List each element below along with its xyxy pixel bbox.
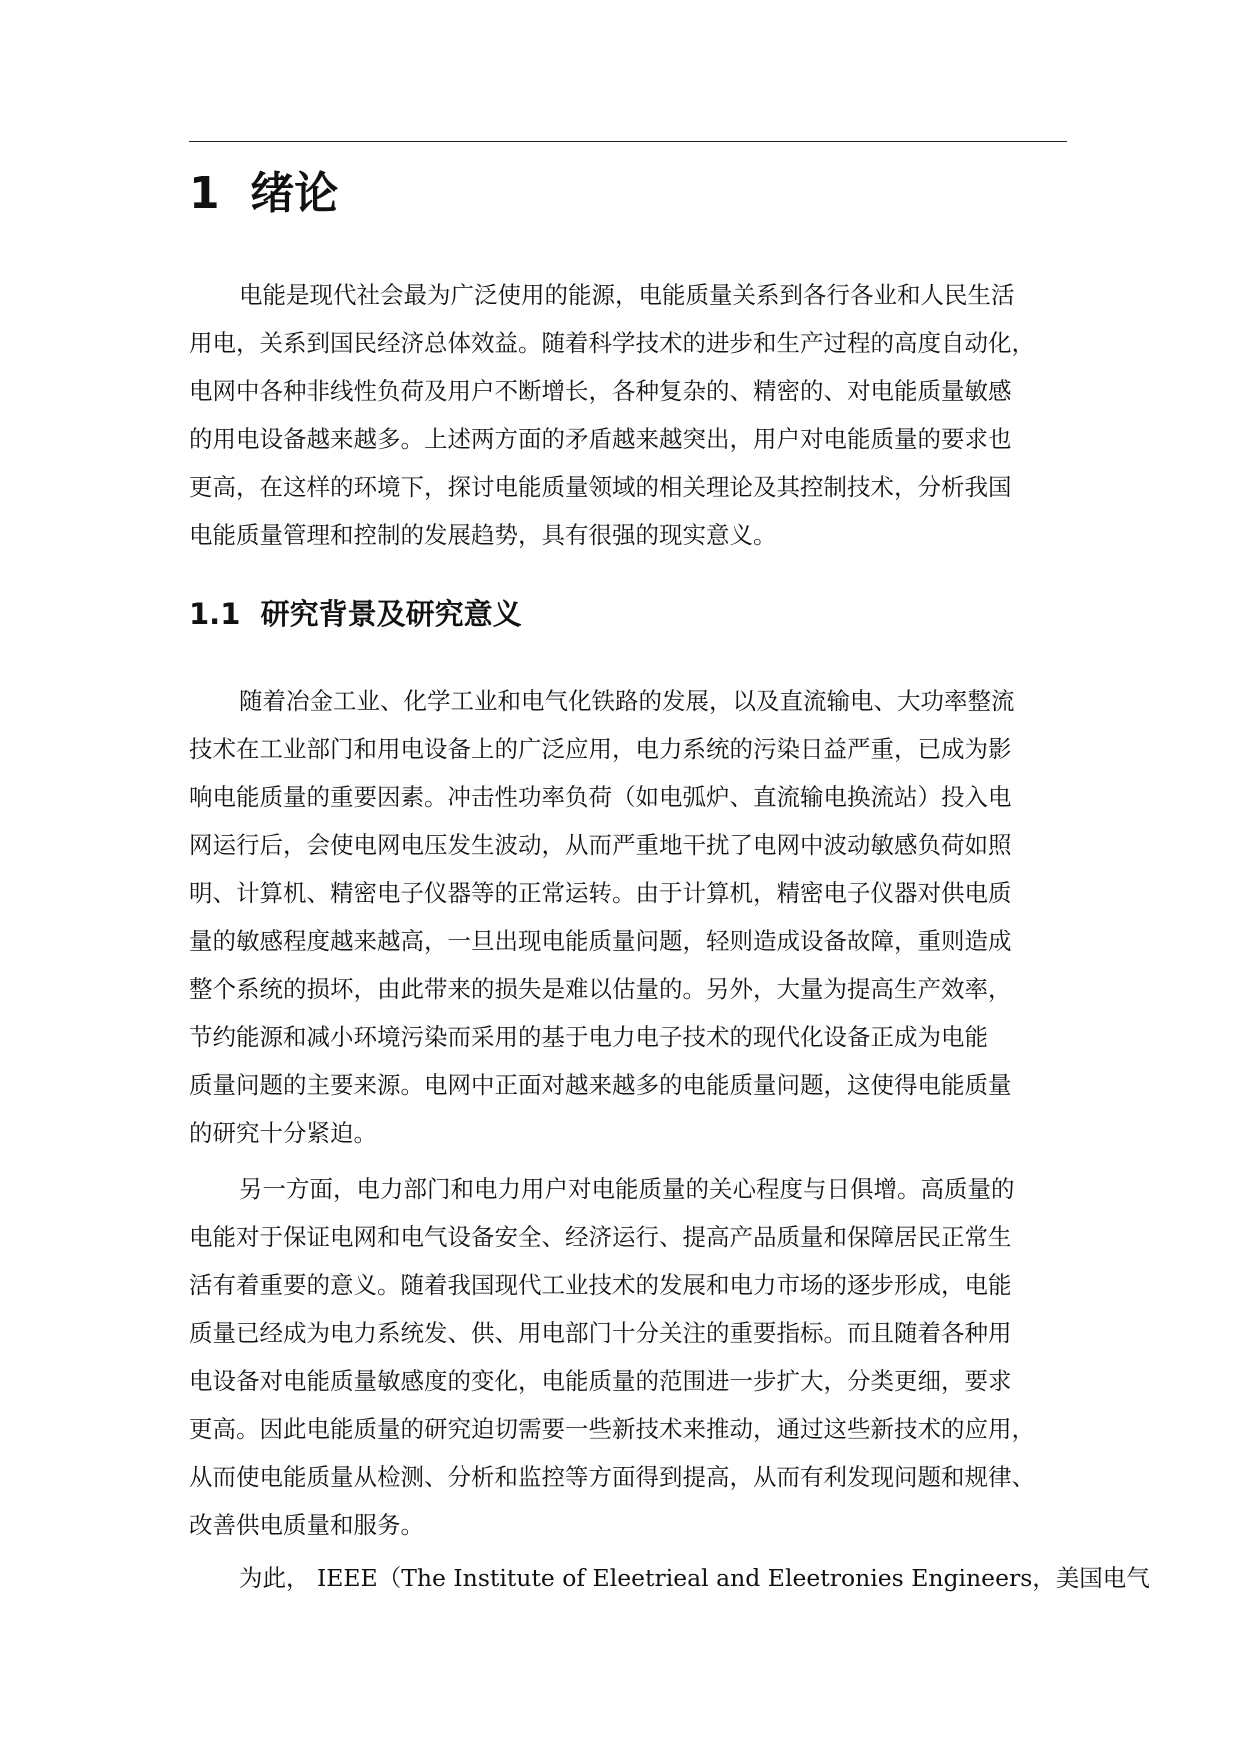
paragraph-line: 用电，关系到国民经济总体效益。随着科学技术的进步和生产过程的高度自动化， bbox=[189, 329, 1035, 357]
paragraph-line: 从而使电能质量从检测、分析和监控等方面得到提高，从而有利发现问题和规律、 bbox=[189, 1463, 1035, 1491]
paragraph-line: 网运行后，会使电网电压发生波动，从而严重地干扰了电网中波动敏感负荷如照 bbox=[189, 831, 1012, 859]
paragraph-line: 的用电设备越来越多。上述两方面的矛盾越来越突出，用户对电能质量的要求也 bbox=[189, 425, 1012, 453]
paragraph-line: 节约能源和减小环境污染而采用的基于电力电子技术的现代化设备正成为电能 bbox=[189, 1023, 988, 1051]
paragraph-line: 响电能质量的重要因素。冲击性功率负荷（如电弧炉、直流输电换流站）投入电 bbox=[189, 783, 1012, 811]
paragraph-line: 电网中各种非线性负荷及用户不断增长，各种复杂的、精密的、对电能质量敏感 bbox=[189, 377, 1012, 405]
ieee-paragraph bbox=[189, 1554, 1150, 1602]
background-paragraph bbox=[189, 677, 1069, 1157]
chapter-title: 1 绪论 bbox=[189, 168, 339, 219]
paragraph-line: 的研究十分紧迫。 bbox=[189, 1119, 377, 1147]
header-rule bbox=[189, 141, 1067, 142]
paragraph-line: 量的敏感程度越来越高，一旦出现电能质量问题，轻则造成设备故障，重则造成 bbox=[189, 927, 1012, 955]
paragraph-line: 为此， IEEE（The Institute of Eleetrieal and Eleetronies Engineers，美国电气 bbox=[239, 1564, 1150, 1592]
paragraph-line: 质量问题的主要来源。电网中正面对越来越多的电能质量问题，这使得电能质量 bbox=[189, 1071, 1012, 1099]
paragraph-line: 电能对于保证电网和电气设备安全、经济运行、提高产品质量和保障居民正常生 bbox=[189, 1223, 1012, 1251]
paragraph-line: 整个系统的损坏，由此带来的损失是难以估量的。另外，大量为提高生产效率， bbox=[189, 975, 1012, 1003]
paragraph-line: 改善供电质量和服务。 bbox=[189, 1511, 424, 1539]
paragraph-line: 随着冶金工业、化学工业和电气化铁路的发展，以及直流输电、大功率整流 bbox=[239, 687, 1015, 715]
significance-paragraph bbox=[189, 1165, 1069, 1549]
paragraph-line: 更高，在这样的环境下，探讨电能质量领域的相关理论及其控制技术，分析我国 bbox=[189, 473, 1012, 501]
intro-paragraph bbox=[189, 271, 1069, 559]
paragraph-line: 质量已经成为电力系统发、供、用电部门十分关注的重要指标。而且随着各种用 bbox=[189, 1319, 1012, 1347]
paragraph-line: 明、计算机、精密电子仪器等的正常运转。由于计算机，精密电子仪器对供电质 bbox=[189, 879, 1012, 907]
paragraph-line: 另一方面，电力部门和电力用户对电能质量的关心程度与日俱增。高质量的 bbox=[239, 1175, 1015, 1203]
paragraph-line: 电能质量管理和控制的发展趋势，具有很强的现实意义。 bbox=[189, 521, 777, 549]
paragraph-line: 更高。因此电能质量的研究迫切需要一些新技术来推动，通过这些新技术的应用， bbox=[189, 1415, 1035, 1443]
paragraph-line: 电能是现代社会最为广泛使用的能源，电能质量关系到各行各业和人民生活 bbox=[239, 281, 1015, 309]
paragraph-line: 活有着重要的意义。随着我国现代工业技术的发展和电力市场的逐步形成，电能 bbox=[189, 1271, 1012, 1299]
paragraph-line: 电设备对电能质量敏感度的变化，电能质量的范围进一步扩大，分类更细，要求 bbox=[189, 1367, 1012, 1395]
paragraph-line: 技术在工业部门和用电设备上的广泛应用，电力系统的污染日益严重，已成为影 bbox=[189, 735, 1012, 763]
section-title: 1.1 研究背景及研究意义 bbox=[189, 597, 522, 631]
